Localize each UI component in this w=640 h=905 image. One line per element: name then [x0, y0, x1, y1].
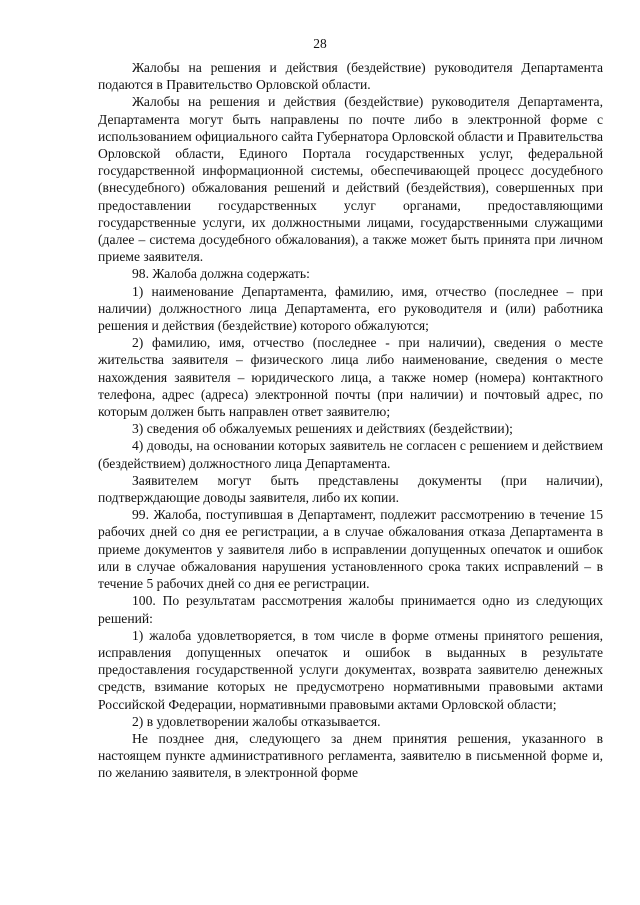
- paragraph-98-item-2: 2) фамилию, имя, отчество (последнее - при наличии), сведения о месте жительства заявителя – физического лица либо наименование, сведения о месте нахождения заявителя – юридического лица, а также номер (номера) контактного телефона, адрес (адреса) электронной почты (при наличии) и почтовый адрес, по которым должен быть направлен ответ заявителю;: [98, 335, 603, 420]
- paragraph-99: 99. Жалоба, поступившая в Департамент, подлежит рассмотрению в течение 15 рабочих дней со дня ее регистрации, а в случае обжалования отказа Департамента в приеме документов у заявителя либо в исправлении допущенных опечаток и ошибок или в случае обжалования нарушения установленного срока таких исправлений – в течение 5 рабочих дней со дня ее регистрации.: [98, 507, 603, 592]
- paragraph-decision-notification: Не позднее дня, следующего за днем принятия решения, указанного в настоящем пункте административного регламента, заявителю в письменной форме и, по желанию заявителя, в электронной форме: [98, 730, 603, 781]
- page-number: 28: [313, 36, 327, 51]
- paragraph-98-item-1: 1) наименование Департамента, фамилию, имя, отчество (последнее – при наличии) должностного лица Департамента, его руководителя и (или) работника решения и действия (бездействие) которого обжалуются;: [98, 283, 603, 334]
- page-body: [98, 59, 603, 782]
- paragraph-100-item-1: 1) жалоба удовлетворяется, в том числе в форме отмены принятого решения, исправления допущенных опечаток и ошибок в выданных в результате предоставления государственной услуги документах, возврата заявителю денежных средств, взимание которых не предусмотрено нормативными правовыми актами Российской Федерации, нормативными правовыми актами Орловской области;: [98, 627, 603, 712]
- paragraph-98-item-3: 3) сведения об обжалуемых решениях и действиях (бездействии);: [132, 421, 513, 437]
- paragraph-complaints-to-government: Жалобы на решения и действия (бездействие) руководителя Департамента подаются в Правительство Орловской области.: [98, 60, 603, 93]
- paragraph-98-item-4: 4) доводы, на основании которых заявитель не согласен с решением и действием (бездействием) должностного лица Департамента.: [98, 438, 603, 471]
- paragraph-100-heading: 100. По результатам рассмотрения жалобы принимается одно из следующих решений:: [98, 593, 603, 626]
- paragraph-supporting-documents: Заявителем могут быть представлены документы (при наличии), подтверждающие доводы заявителя, либо их копии.: [98, 472, 603, 506]
- paragraph-100-item-2: 2) в удовлетворении жалобы отказывается.: [132, 713, 381, 729]
- paragraph-complaint-submission-methods: Жалобы на решения и действия (бездействие) руководителя Департамента, Департамента могут быть направлены по почте либо в электронной форме с использованием официального сайта Губернатора Орловской области и Правительства Орловской области, Единого Портала государственных услуг, федеральной государственной информационной системы, обеспечивающей процесс досудебного (внесудебного) обжалования решений и действий (бездействия), совершенных при предоставлении государственных услуг органами, предоставляющими государственные услуги, их должностными лицами, государственными служащими (далее – система досудебного обжалования), а также может быть принята при личном приеме заявителя.: [98, 94, 603, 265]
- paragraph-98-heading: 98. Жалоба должна содержать:: [132, 266, 310, 282]
